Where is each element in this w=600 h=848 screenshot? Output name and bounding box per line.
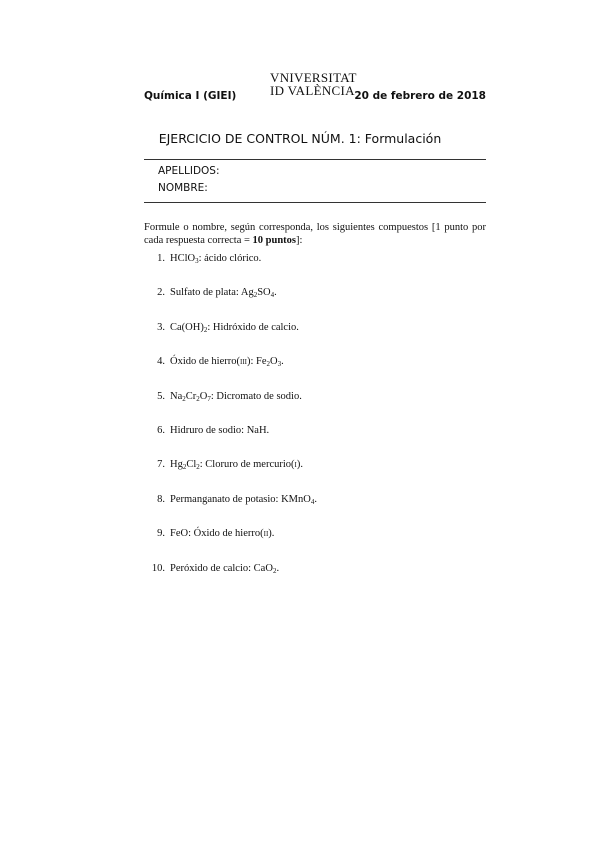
item-text: $Na_2Cr_2O_7$: Dicromato de sodio.: [170, 390, 302, 403]
item-number: 6.: [157, 424, 165, 436]
instructions-points: 10 puntos: [252, 234, 297, 246]
instructions-text: Formule o nombre, según corresponda, los siguientes compuestos [1 punto por cada respuesta correcta =: [144, 222, 486, 246]
item-text: $Ca(OH)_2$: Hidróxido de calcio.: [170, 321, 299, 334]
item-number: 9.: [157, 528, 165, 540]
list-item: [144, 459, 486, 493]
logo-line-1: VNIVERSITAT: [270, 70, 357, 85]
item-number: 10.: [151, 562, 165, 574]
page-header: [144, 70, 486, 104]
bottom-divider: [144, 202, 486, 203]
item-text: Óxido de hierro(iii): $Fe_2O_3$.: [170, 356, 284, 369]
name-label: NOMBRE:: [158, 182, 208, 194]
list-item: [144, 528, 486, 562]
item-number: 2.: [157, 287, 165, 299]
instructions: [144, 222, 486, 247]
exam-title: [0, 131, 600, 146]
exam-date: 20 de febrero de 2018: [354, 90, 486, 102]
instructions-end: ]:: [296, 234, 303, 246]
surname-label: APELLIDOS:: [158, 165, 220, 177]
item-number: 5.: [157, 390, 165, 402]
compound-list: [144, 253, 486, 597]
item-text: $Hg_2Cl_2$: Cloruro de mercurio(i).: [170, 459, 303, 472]
item-number: 1.: [157, 253, 165, 264]
university-logo: [270, 70, 366, 100]
list-item: [144, 391, 486, 425]
item-text: Permanganato de potasio: KMnO$_4$.: [170, 493, 317, 506]
item-text: Sulfato de plata: $Ag_2SO_4$.: [170, 287, 277, 300]
list-item: [144, 494, 486, 528]
item-text: HClO$_3$: ácido clórico.: [170, 253, 262, 265]
item-number: 3.: [157, 321, 165, 333]
item-text: Peróxido de calcio: CaO$_2$.: [170, 562, 280, 575]
item-number: 4.: [157, 356, 165, 368]
logo-line-2: ID VALÈNCIA: [270, 83, 355, 98]
list-item: [144, 253, 486, 287]
list-item: [144, 425, 486, 459]
list-item: [144, 322, 486, 356]
course-name: Química I (GIEI): [144, 90, 237, 102]
item-text: Hidruro de sodio: NaH.: [170, 424, 270, 436]
item-number: 8.: [157, 493, 165, 505]
exam-title-main: EJERCICIO DE CONTROL NÚM. 1:: [158, 131, 361, 146]
exam-title-topic: Formulación: [364, 131, 442, 146]
top-divider: [144, 159, 486, 160]
item-text: FeO: Óxido de hierro(ii).: [170, 528, 275, 540]
list-item: [144, 356, 486, 390]
item-number: 7.: [157, 459, 165, 471]
list-item: [144, 287, 486, 321]
list-item: [144, 563, 486, 597]
